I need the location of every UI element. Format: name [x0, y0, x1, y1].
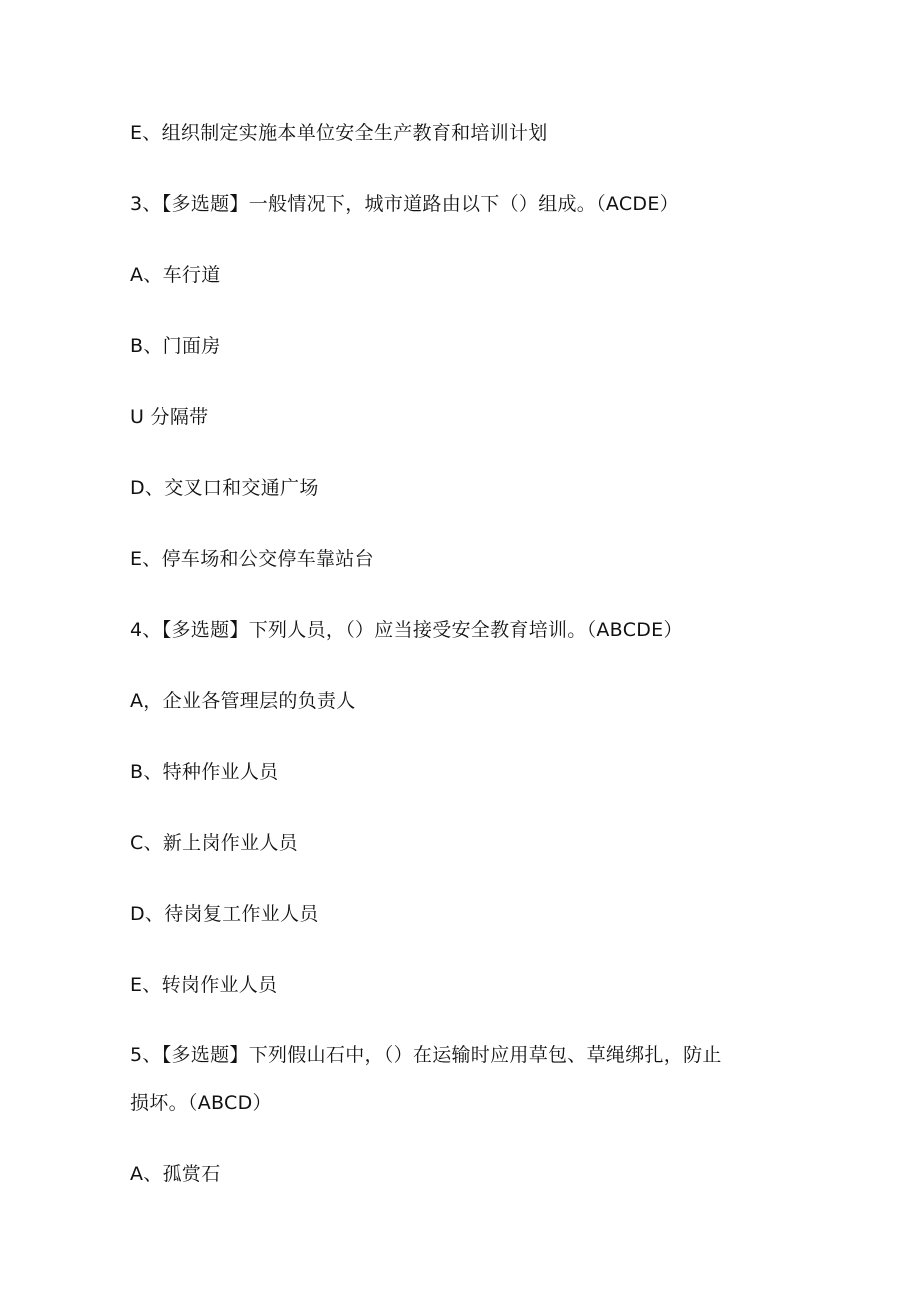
- question-line: 3、【多选题】一般情况下，城市道路由以下（）组成。（ACDE）: [130, 193, 679, 215]
- question-line-continuation: 损坏。（ABCD）: [130, 1092, 272, 1114]
- option-line: D、待岗复工作业人员: [130, 903, 319, 925]
- option-line: E、转岗作业人员: [130, 974, 278, 996]
- question-line: 5、【多选题】下列假山石中，（）在运输时应用草包、草绳绑扎，防止: [130, 1044, 722, 1066]
- option-line: D、交叉口和交通广场: [130, 477, 319, 499]
- option-line: A、车行道: [130, 264, 221, 286]
- question-line: 4、【多选题】下列人员，（）应当接受安全教育培训。（ABCDE）: [130, 619, 683, 641]
- option-line: B、门面房: [130, 335, 221, 357]
- option-line: E、组织制定实施本单位安全生产教育和培训计划: [130, 122, 548, 144]
- option-line: A，企业各管理层的负责人: [130, 690, 356, 712]
- option-line: A、孤赏石: [130, 1163, 221, 1185]
- option-line: C、新上岗作业人员: [130, 832, 298, 854]
- option-line: B、特种作业人员: [130, 761, 279, 783]
- option-line: U 分隔带: [130, 406, 209, 428]
- option-line: E、停车场和公交停车靠站台: [130, 548, 374, 570]
